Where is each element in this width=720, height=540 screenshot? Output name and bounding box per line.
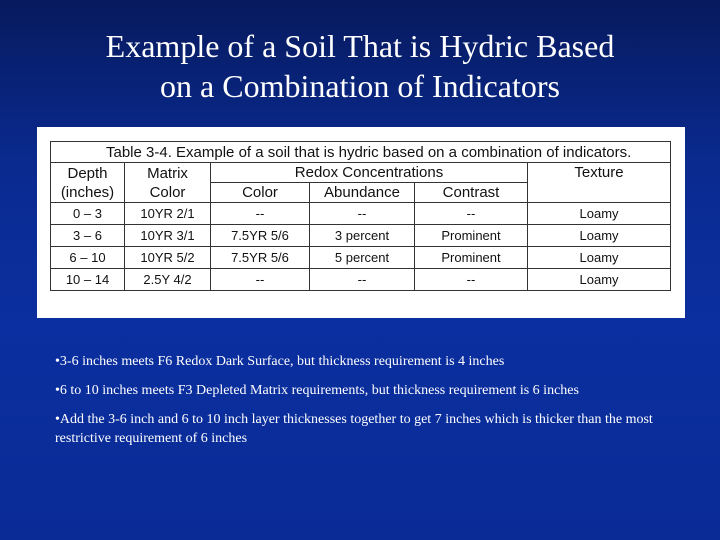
slide-title-line-1: Example of a Soil That is Hydric Based bbox=[105, 28, 615, 64]
table-cell: -- bbox=[211, 269, 310, 291]
table-row bbox=[51, 203, 671, 225]
table-row bbox=[51, 269, 671, 291]
bullet-list bbox=[55, 352, 670, 458]
header-depth bbox=[51, 163, 125, 203]
table-cell: -- bbox=[415, 269, 528, 291]
header-depth-label: Depth bbox=[67, 164, 108, 182]
header-matrix-color-label: Color bbox=[149, 183, 186, 201]
header-texture: Texture bbox=[528, 163, 671, 203]
bullet-item: •3-6 inches meets F6 Redox Dark Surface, but thickness requirement is 4 inches bbox=[55, 354, 505, 369]
slide-title-line-2: on a Combination of Indicators bbox=[160, 68, 560, 104]
soil-table bbox=[50, 141, 671, 291]
table-cell: 2.5Y 4/2 bbox=[125, 269, 211, 291]
header-color: Color bbox=[211, 183, 310, 203]
table-cell: 0 – 3 bbox=[51, 203, 125, 225]
bullet-item: •6 to 10 inches meets F3 Depleted Matrix requirements, but thickness requirement is 6 inches bbox=[55, 383, 579, 398]
header-redox-concentrations: Redox Concentrations bbox=[211, 163, 528, 183]
table-cell: -- bbox=[310, 269, 415, 291]
table-row bbox=[51, 247, 671, 269]
table-cell: 3 percent bbox=[310, 225, 415, 247]
header-contrast: Contrast bbox=[415, 183, 528, 203]
table-cell: 6 – 10 bbox=[51, 247, 125, 269]
table-cell: -- bbox=[310, 203, 415, 225]
table-cell: 7.5YR 5/6 bbox=[211, 225, 310, 247]
table-cell: 10YR 2/1 bbox=[125, 203, 211, 225]
table-row bbox=[51, 225, 671, 247]
header-abundance: Abundance bbox=[310, 183, 415, 203]
table-caption: Table 3-4. Example of a soil that is hydric based on a combination of indicators. bbox=[51, 142, 671, 163]
table-cell: 7.5YR 5/6 bbox=[211, 247, 310, 269]
table-cell: 3 – 6 bbox=[51, 225, 125, 247]
table-cell: Loamy bbox=[528, 247, 671, 269]
table-cell: 10YR 5/2 bbox=[125, 247, 211, 269]
table-cell: Prominent bbox=[415, 225, 528, 247]
table-cell: 10 – 14 bbox=[51, 269, 125, 291]
header-matrix-label: Matrix bbox=[147, 164, 188, 182]
table-cell: Loamy bbox=[528, 225, 671, 247]
header-matrix-color bbox=[125, 163, 211, 203]
slide-title bbox=[20, 26, 700, 106]
table-cell: -- bbox=[415, 203, 528, 225]
table-cell: Loamy bbox=[528, 269, 671, 291]
bullet-item: •Add the 3-6 inch and 6 to 10 inch layer thicknesses together to get 7 inches which is thicker than the most restrictive requirement of 6 inches bbox=[55, 412, 653, 446]
table-cell: Loamy bbox=[528, 203, 671, 225]
table-cell: 10YR 3/1 bbox=[125, 225, 211, 247]
table-cell: -- bbox=[211, 203, 310, 225]
table-cell: 5 percent bbox=[310, 247, 415, 269]
table-panel bbox=[37, 127, 685, 318]
table-cell: Prominent bbox=[415, 247, 528, 269]
header-depth-unit: (inches) bbox=[60, 183, 115, 201]
